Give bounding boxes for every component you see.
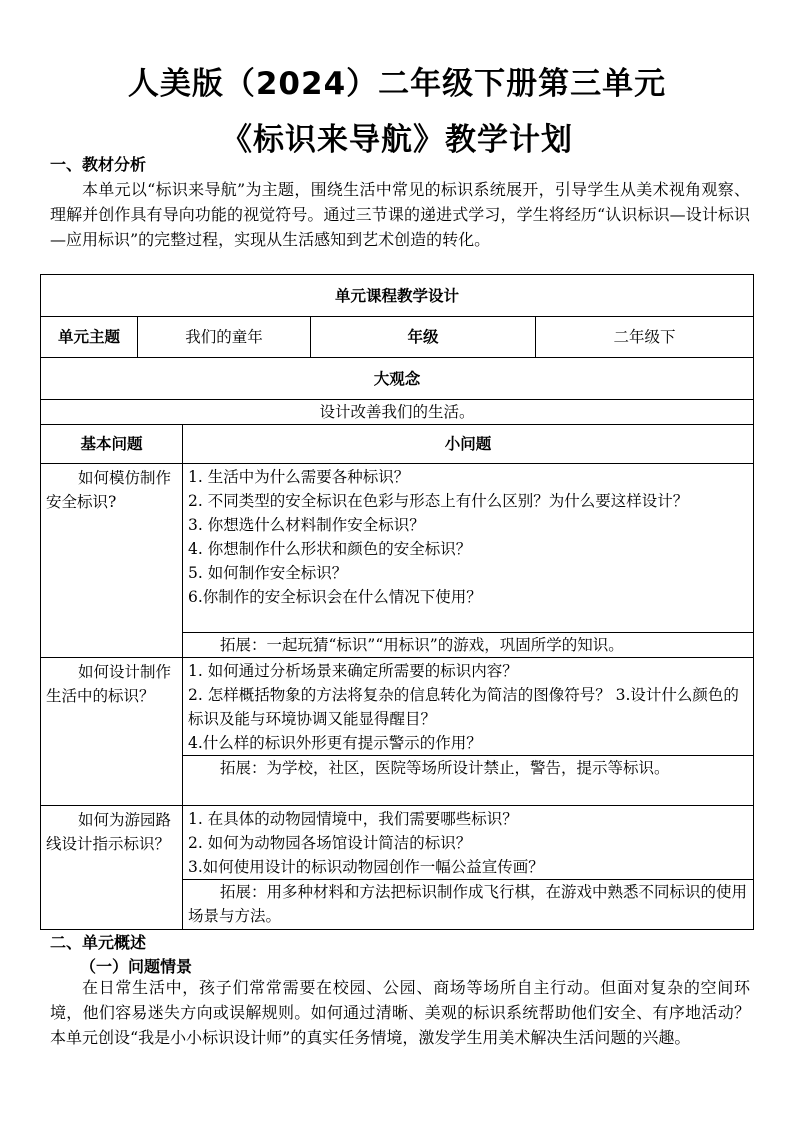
basic-question-2: 如何设计制作生活中的标识？ — [41, 658, 183, 806]
document-title-line2: 《标识来导航》教学计划 — [221, 122, 573, 158]
basic-question-1: 如何模仿制作安全标识? — [41, 464, 183, 658]
list-item: 1. 生活中为什么需要各种标识？ — [188, 468, 410, 486]
basic-question-3: 如何为游园路线设计指示标识？ — [41, 806, 183, 930]
big-idea-label: 大观念 — [41, 358, 754, 400]
list-item: 3. 你想选什么材料制作安全标识？ — [188, 516, 425, 534]
small-questions-1 — [183, 464, 754, 633]
unit-design-table — [40, 274, 754, 930]
small-questions-2 — [183, 658, 754, 756]
section1-heading: 一、教材分析 — [50, 155, 147, 174]
basic-question-label: 基本问题 — [41, 425, 183, 464]
extension-2: 拓展：为学校，社区，医院等场所设计禁止，警告，提示等标识。 — [183, 756, 754, 806]
grade-label: 年级 — [311, 317, 536, 358]
big-idea-value: 设计改善我们的生活。 — [41, 400, 754, 425]
extension-1: 拓展：一起玩猜“标识”“用标识”的游戏，巩固所学的知识。 — [183, 633, 754, 658]
grade-value: 二年级下 — [536, 317, 754, 358]
extension-3: 拓展：用多种材料和方法把标识制作成飞行棋，在游戏中熟悉不同标识的使用场景与方法。 — [183, 880, 754, 930]
section1-paragraph: 本单元以“标识来导航”为主题，围绕生活中常见的标识系统展开，引导学生从美术视角观察、理解并创作具有导向功能的视觉符号。通过三节课的递进式学习，学生将经历“认识标识—设计标识—应用标识”的完整过程，实现从生活感知到艺术创造的转化。 — [50, 180, 750, 249]
small-questions-3 — [183, 806, 754, 880]
list-item: 4.什么样的标识外形更有提示警示的作用？ — [188, 734, 482, 752]
document-title-line1: 人美版（2024）二年级下册第三单元 — [127, 66, 667, 102]
list-item: 2. 如何为动物园各场馆设计简洁的标识？ — [188, 834, 472, 852]
unit-theme-label: 单元主题 — [41, 317, 138, 358]
list-item: 1. 在具体的动物园情境中，我们需要哪些标识？ — [188, 810, 518, 828]
list-item: 1. 如何通过分析场景来确定所需要的标识内容？ — [188, 662, 518, 680]
list-item: 2. 不同类型的安全标识在色彩与形态上有什么区别？为什么要这样设计？ — [188, 492, 689, 510]
section2-paragraph: 在日常生活中，孩子们常常需要在校园、公园、商场等场所自主行动。但面对复杂的空间环境，他们容易迷失方向或误解规则。如何通过清晰、美观的标识系统帮助他们安全、有序地活动？本单元创设“我是小小标识设计师”的真实任务情境，激发学生用美术解决生活问题的兴趣。 — [50, 978, 750, 1047]
list-item: 2. 怎样概括物象的方法将复杂的信息转化为简洁的图像符号？ 3.设计什么颜色的标识及能与环境协调又能显得醒目？ — [188, 686, 739, 728]
table-header: 单元课程教学设计 — [41, 275, 754, 317]
section2-subheading: （一）问题情景 — [80, 957, 193, 976]
small-question-label: 小问题 — [183, 425, 754, 464]
section2-heading: 二、单元概述 — [50, 933, 147, 952]
list-item: 6.你制作的安全标识会在什么情况下使用？ — [188, 588, 482, 606]
list-item: 4. 你想制作什么形状和颜色的安全标识？ — [188, 540, 472, 558]
list-item: 3.如何使用设计的标识动物园创作一幅公益宣传画？ — [188, 858, 544, 876]
unit-theme-value: 我们的童年 — [138, 317, 311, 358]
list-item: 5. 如何制作安全标识？ — [188, 564, 348, 582]
